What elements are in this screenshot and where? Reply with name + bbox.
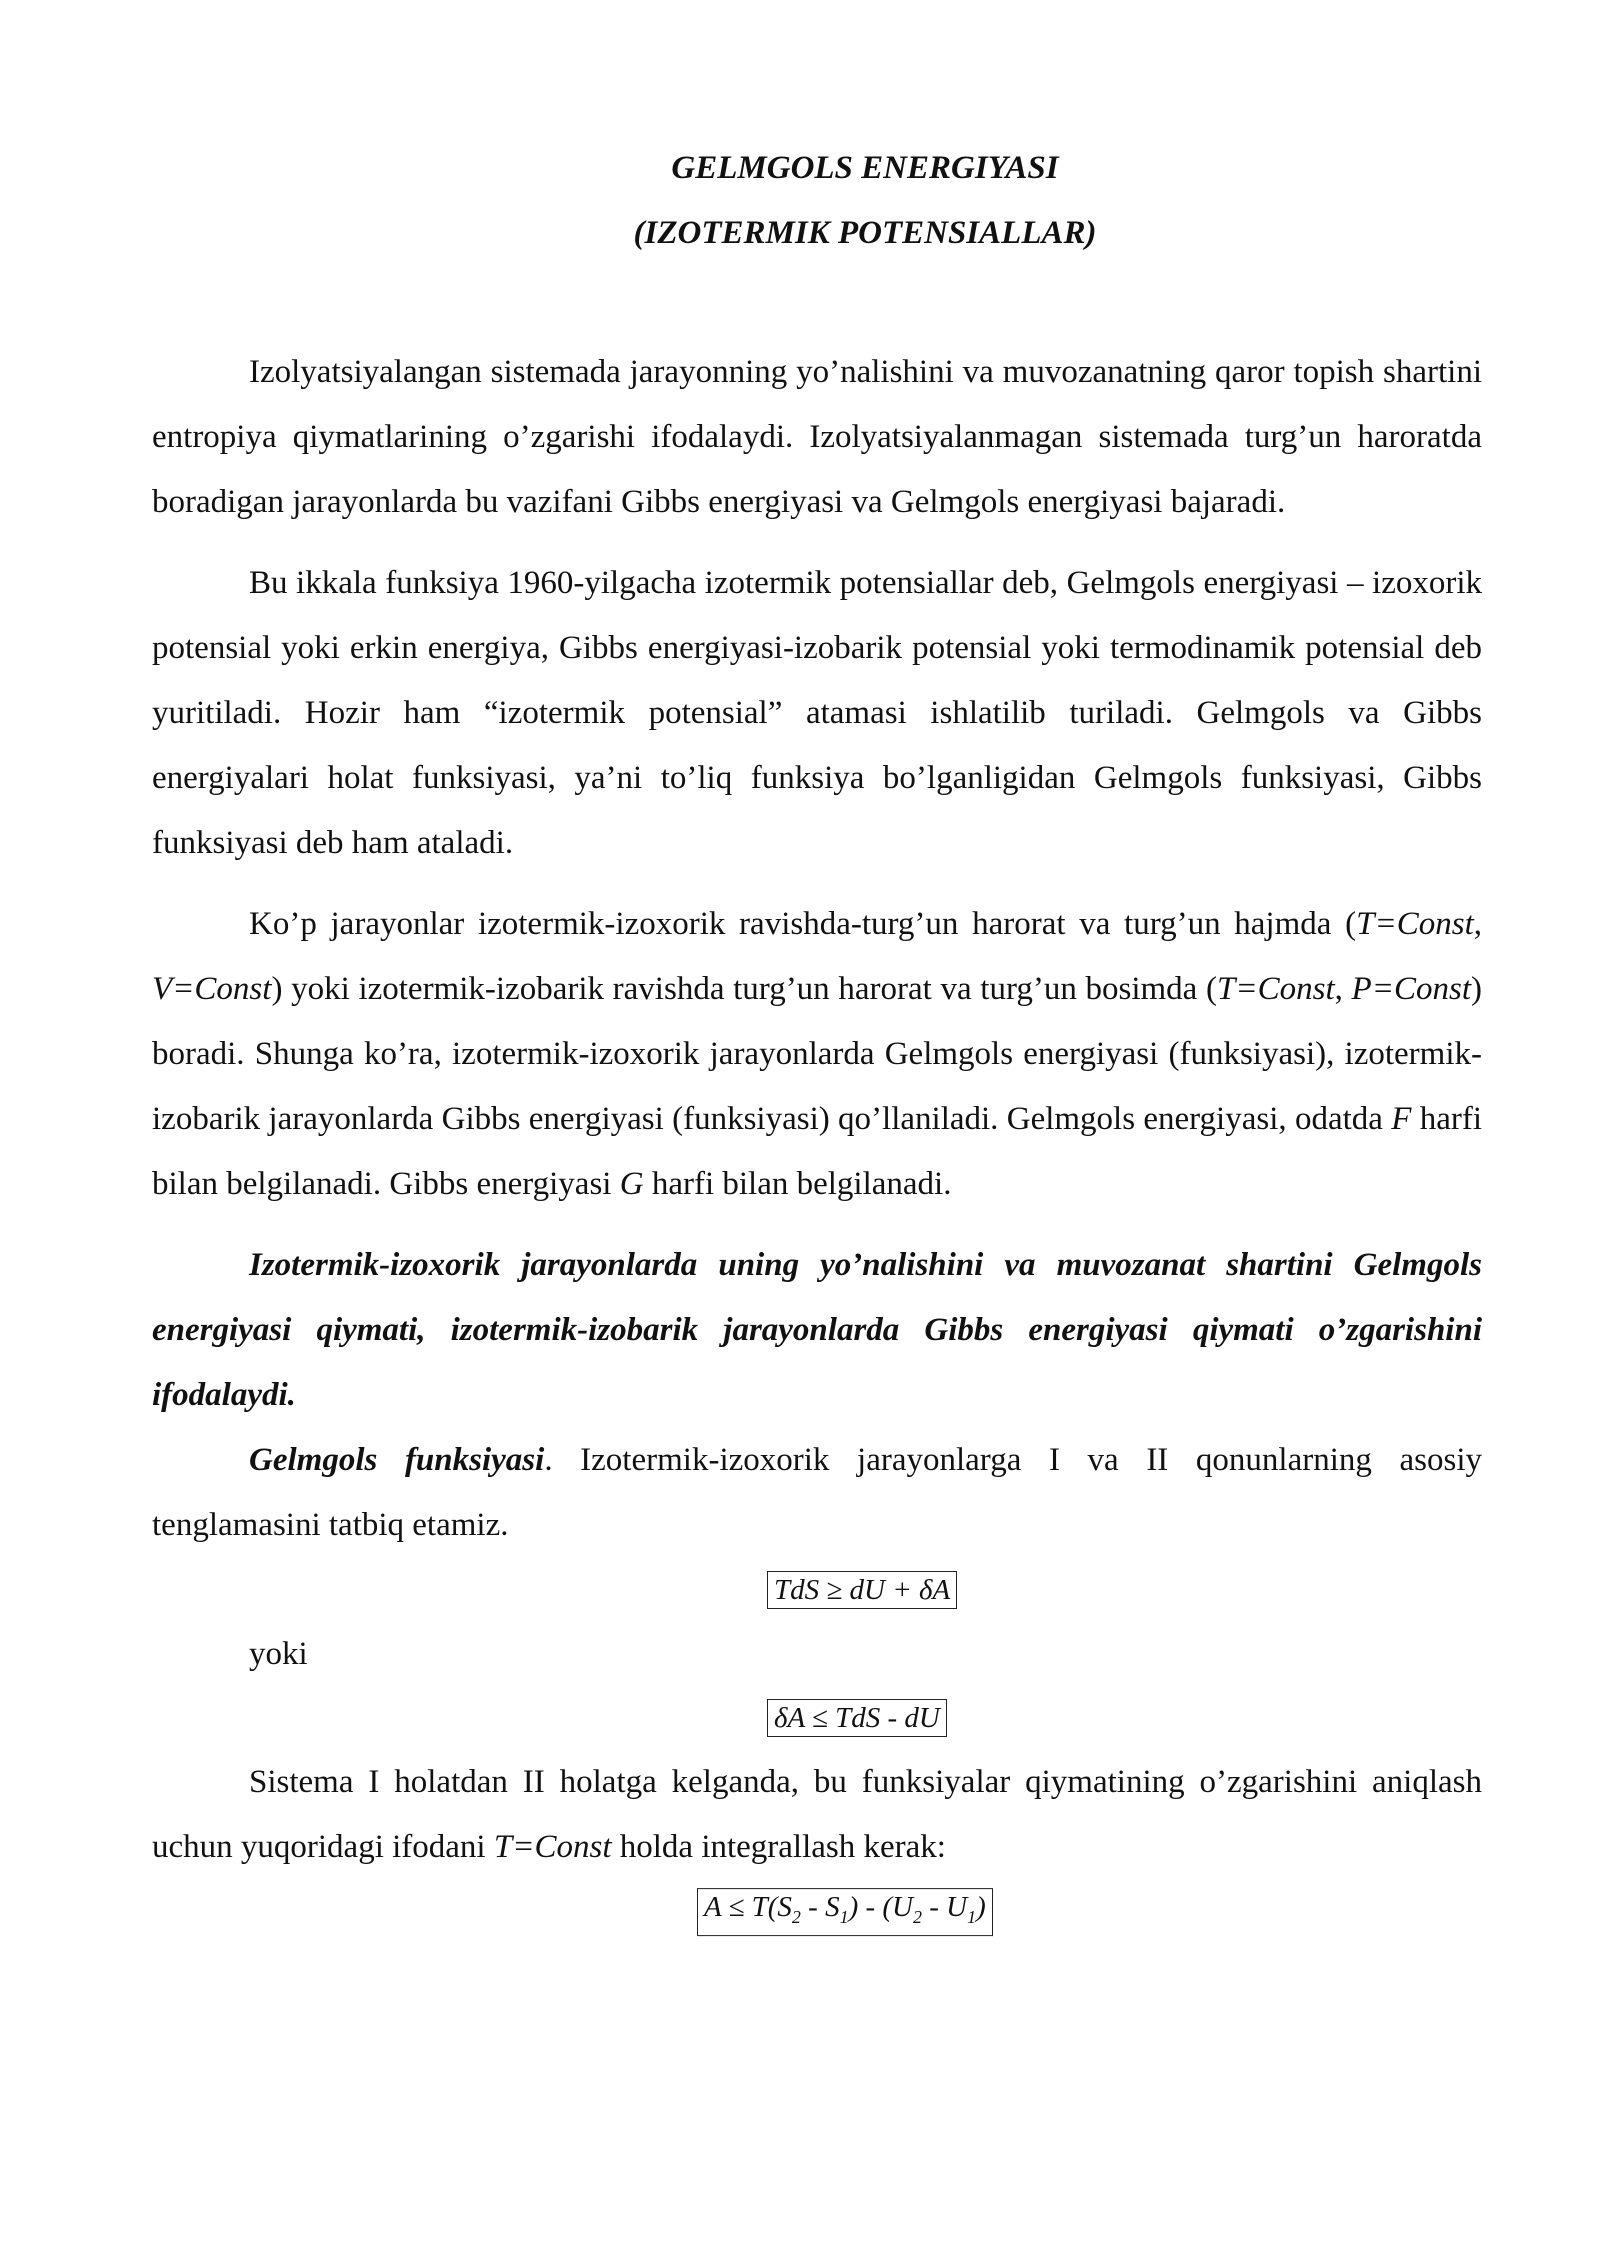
- paragraph-2: Bu ikkala funksiya 1960-yilgacha izotermik potensiallar deb, Gelmgols energiyasi – izoxorik potensial yoki erkin energiya, Gibbs energiyasi-izobarik potensial yoki termodinamik potensial deb yuritiladi. Hozir ham “izotermik potensial” atamasi ishlatilib turiladi. Gelmgols va Gibbs energiyalari holat funksiyasi, ya’ni to’liq funksiya bo’lganligidan Gelmgols funksiyasi, Gibbs funksiyasi deb ham ataladi.: [152, 565, 1482, 861]
- text-span: ,: [1473, 906, 1482, 942]
- formula-part: ) - (U: [848, 1891, 913, 1924]
- formula-1: TdS ≥ dU + δA: [767, 1571, 957, 1609]
- math-term: V=Const: [152, 971, 272, 1007]
- math-term: P=Const: [1351, 971, 1471, 1007]
- text-span: harfi bilan belgilanadi.: [643, 1166, 952, 1202]
- formula-3: [697, 1888, 993, 1936]
- paragraph-5: [152, 1428, 1482, 1558]
- formula-2: δA ≤ TdS - dU: [767, 1699, 947, 1737]
- formula-part: - S: [800, 1891, 840, 1924]
- paragraph-3: [152, 892, 1482, 1217]
- paragraph-6: [152, 1750, 1482, 1880]
- text-span: harfi bilan belgilanadi. Gibbs energiyasi: [152, 1101, 1482, 1202]
- formula-row-3: [152, 1880, 1482, 1944]
- section-term: Gelmgols funksiyasi: [249, 1442, 545, 1478]
- formula-part: A ≤ T(S: [704, 1891, 792, 1924]
- math-term: G: [619, 1166, 644, 1202]
- text-span: ,: [1334, 971, 1352, 1007]
- text-span: ) boradi. Shunga ko’ra, izotermik-izoxorik jarayonlarda Gelmgols energiyasi (funksiyasi), izotermik-izobarik jarayonlarda Gibbs energiyasi (funksiyasi) qo’llaniladi. Gelmgols energiyasi, odatda: [152, 971, 1482, 1137]
- formula-subscript: 2: [791, 1906, 801, 1927]
- formula-row-2: [152, 1686, 1482, 1750]
- text-span: Ko’p jarayonlar izotermik-izoxorik ravishda-turg’un harorat va turg’un hajmda (: [249, 906, 1357, 942]
- formula-part: ): [976, 1891, 986, 1924]
- math-term: T=Const: [1216, 971, 1335, 1007]
- text-span: Sistema I holatdan II holatga kelganda, bu funksiyalar qiymatining o’zgarishini aniqlash uchun yuqoridagi ifodani: [152, 1764, 1482, 1865]
- formula-row-1: [152, 1558, 1482, 1622]
- text-span: . Izotermik-izoxorik jarayonlarga I va II qonunlarning asosiy tenglamasini tatbiq etamiz.: [152, 1442, 1482, 1543]
- page-title: GELMGOLS ENERGIYASI: [671, 150, 1059, 186]
- text-span: ) yoki izotermik-izobarik ravishda turg’un harorat va turg’un bosimda (: [271, 971, 1217, 1007]
- text-span: holda integrallash kerak:: [611, 1829, 946, 1865]
- formula-subscript: 1: [967, 1906, 977, 1927]
- paragraph-4-emphasis: Izotermik-izoxorik jarayonlarda uning yo’nalishini va muvozanat shartini Gelmgols energiyasi qiymati, izotermik-izobarik jarayonlarda Gibbs energiyasi qiymati o’zgarishini ifodalaydi.: [152, 1247, 1482, 1413]
- math-term: T=Const: [493, 1829, 612, 1865]
- page-subtitle: (IZOTERMIK POTENSIALLAR): [633, 215, 1097, 251]
- formula-subscript: 2: [913, 1906, 922, 1927]
- document-body: [152, 340, 1482, 1944]
- formula-subscript: 1: [839, 1906, 849, 1927]
- yoki-label: yoki: [249, 1636, 308, 1672]
- paragraph-1: Izolyatsiyalangan sistemada jarayonning yo’nalishini va muvozanatning qaror topish shartini entropiya qiymatlarining o’zgarishi ifodalaydi. Izolyatsiyalanmagan sistemada turg’un haroratda boradigan jarayonlarda bu vazifani Gibbs energiyasi va Gelmgols energiyasi bajaradi.: [152, 354, 1482, 520]
- math-term: F: [1391, 1101, 1412, 1137]
- formula-part: - U: [922, 1891, 968, 1924]
- math-term: T=Const: [1356, 906, 1474, 942]
